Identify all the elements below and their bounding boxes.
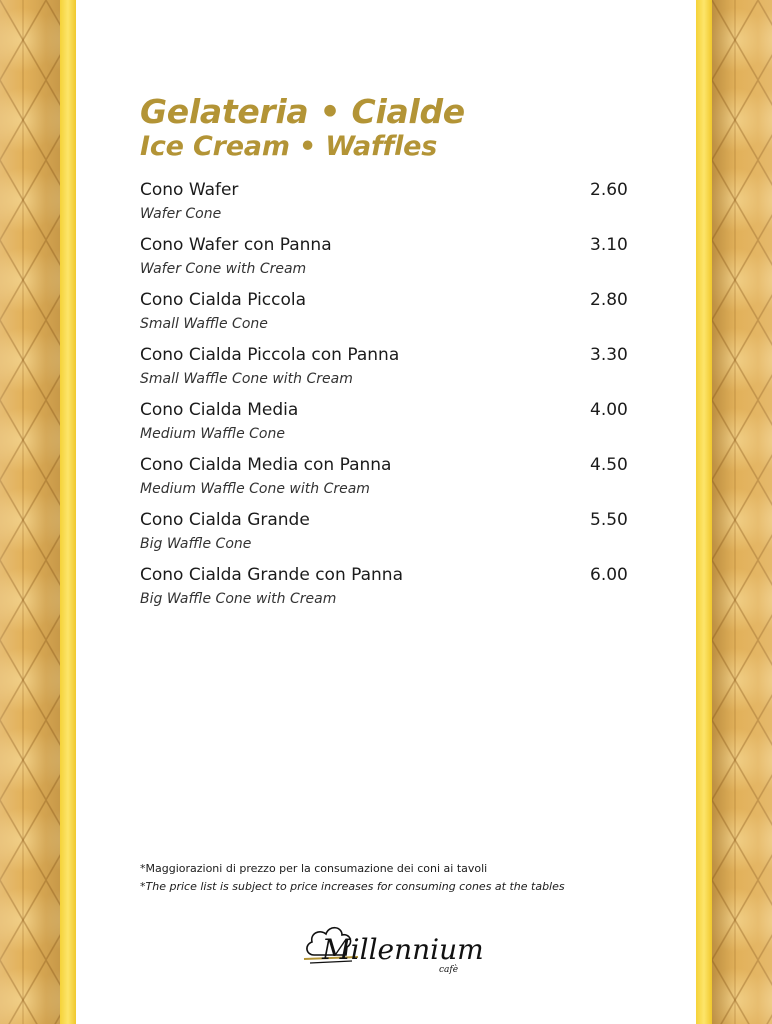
right-border-shade [712, 0, 772, 1024]
menu-item [140, 180, 640, 235]
item-price: 3.10 [590, 235, 628, 255]
item-description: Small Waffle Cone with Cream [140, 371, 353, 387]
item-description: Medium Waffle Cone [140, 426, 285, 442]
item-name: Cono Cialda Piccola con Panna [140, 345, 400, 365]
menu-item [140, 290, 640, 345]
menu-item [140, 510, 640, 565]
item-price: 2.60 [590, 180, 628, 200]
item-name: Cono Cialda Grande [140, 510, 310, 530]
item-description: Big Waffle Cone [140, 536, 252, 552]
item-description: Wafer Cone with Cream [140, 261, 307, 277]
item-description: Big Waffle Cone with Cream [140, 591, 337, 607]
menu-item [140, 345, 640, 400]
item-name: Cono Cialda Media [140, 400, 299, 420]
menu-title-italian: Gelateria • Cialde [140, 92, 465, 131]
left-border-shade [0, 0, 60, 1024]
item-name: Cono Wafer con Panna [140, 235, 332, 255]
item-price: 4.00 [590, 400, 628, 420]
item-price: 4.50 [590, 455, 628, 475]
item-price: 6.00 [590, 565, 628, 585]
menu-item-list [140, 180, 640, 620]
left-yellow-strip [60, 0, 76, 1024]
item-description: Wafer Cone [140, 206, 222, 222]
menu-item [140, 565, 640, 620]
item-description: Medium Waffle Cone with Cream [140, 481, 370, 497]
footnote-italian: *Maggiorazioni di prezzo per la consumazione dei coni ai tavoli [140, 862, 488, 875]
menu-item [140, 455, 640, 510]
item-description: Small Waffle Cone [140, 316, 268, 332]
menu-item [140, 235, 640, 290]
logo-wordmark: Millennium [322, 933, 484, 966]
footnote-english: *The price list is subject to price increases for consuming cones at the tables [140, 880, 565, 893]
item-price: 3.30 [590, 345, 628, 365]
item-price: 5.50 [590, 510, 628, 530]
item-name: Cono Cialda Grande con Panna [140, 565, 404, 585]
item-name: Cono Wafer [140, 180, 239, 200]
millennium-cafe-logo [300, 915, 484, 985]
logo-subtitle: cafè [439, 965, 459, 975]
item-name: Cono Cialda Media con Panna [140, 455, 392, 475]
menu-item [140, 400, 640, 455]
right-yellow-strip [696, 0, 712, 1024]
menu-title-english: Ice Cream • Waffles [140, 131, 438, 162]
item-name: Cono Cialda Piccola [140, 290, 307, 310]
item-price: 2.80 [590, 290, 628, 310]
